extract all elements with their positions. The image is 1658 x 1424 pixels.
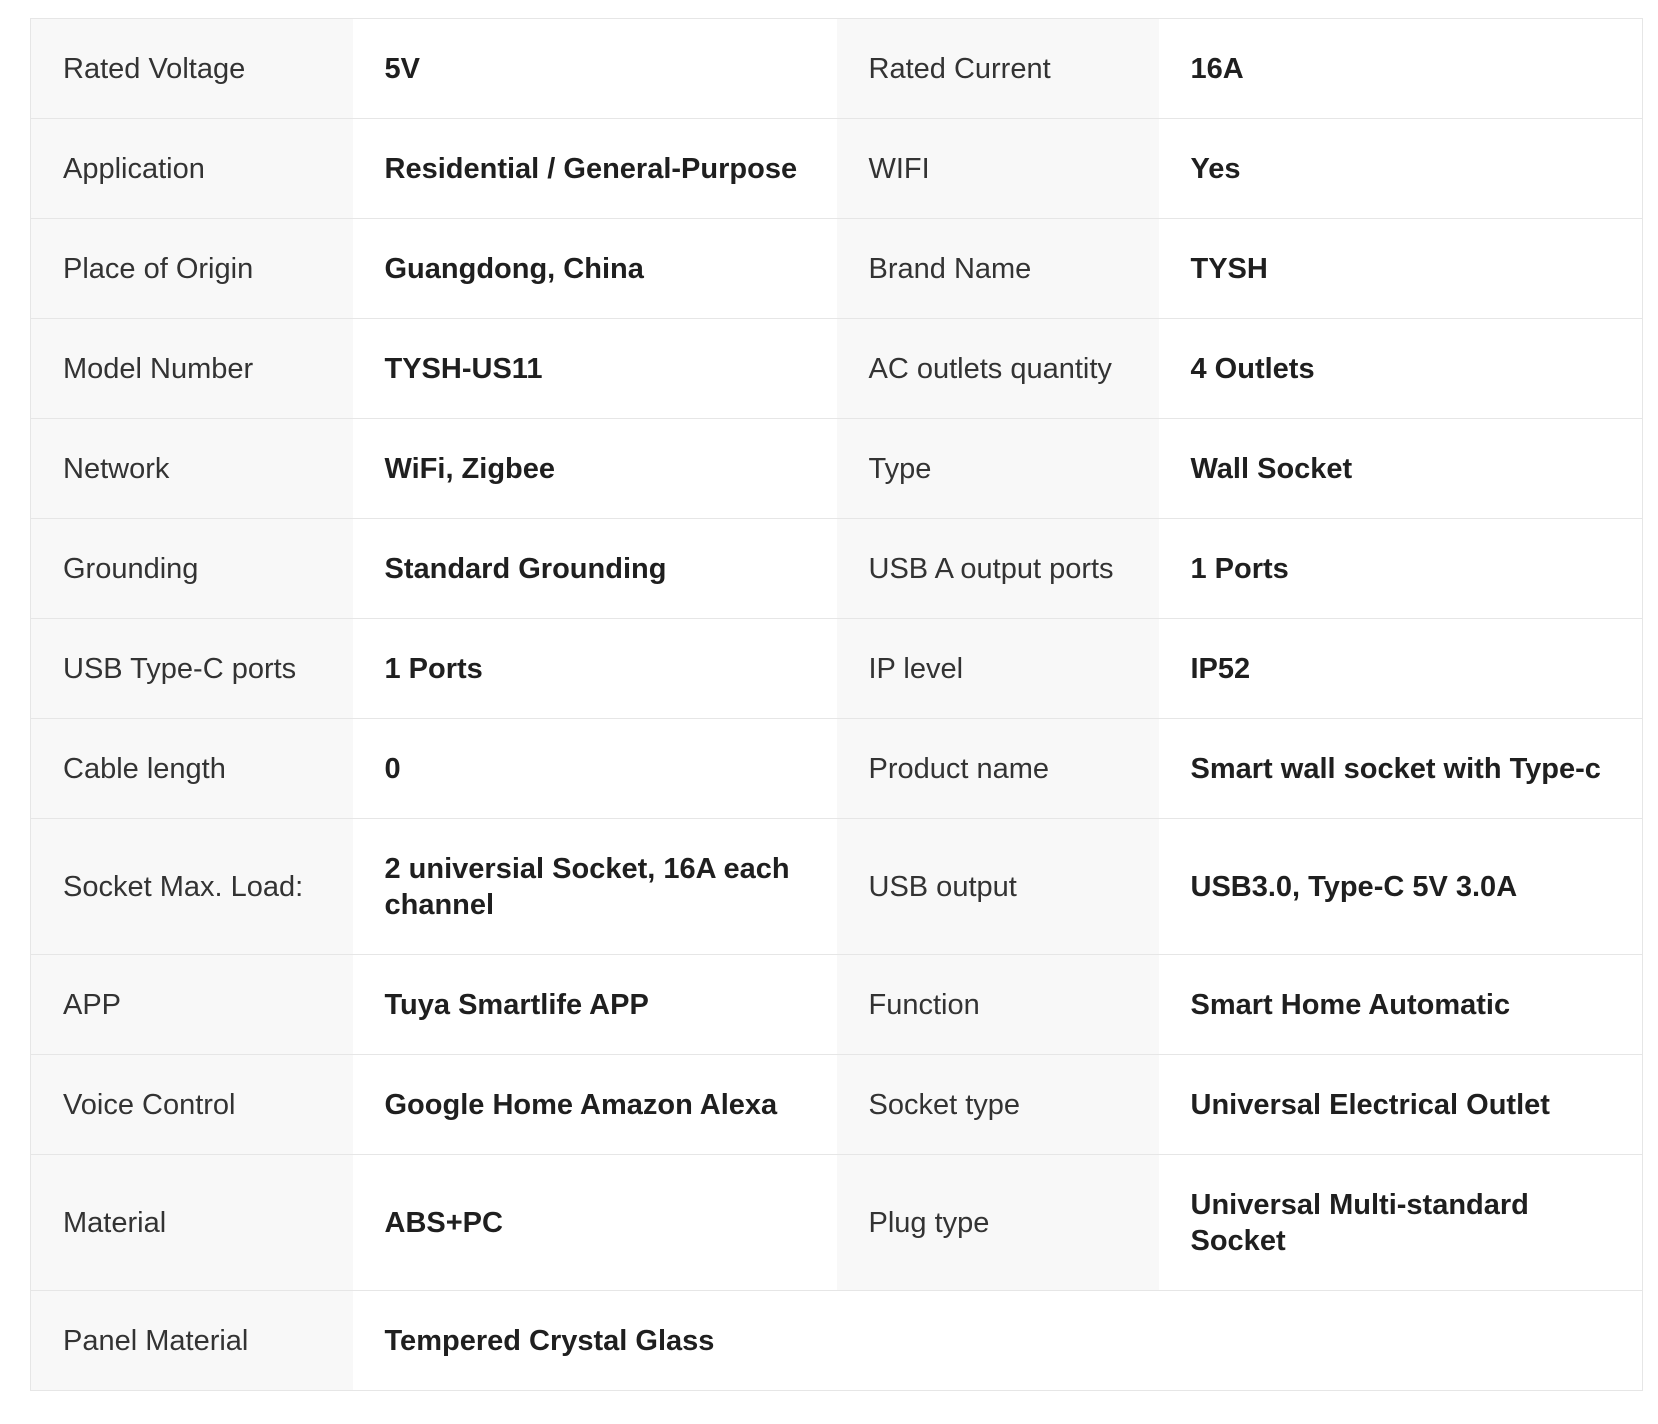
spec-label: Cable length — [31, 719, 353, 819]
table-row — [31, 955, 1643, 1055]
spec-value: TYSH — [1159, 219, 1643, 319]
spec-value: Smart Home Automatic — [1159, 955, 1643, 1055]
spec-value: 2 universial Socket, 16A each channel — [353, 819, 837, 955]
spec-value: Wall Socket — [1159, 419, 1643, 519]
spec-value: TYSH-US11 — [353, 319, 837, 419]
spec-label: Place of Origin — [31, 219, 353, 319]
spec-value: Google Home Amazon Alexa — [353, 1055, 837, 1155]
spec-value: Universal Electrical Outlet — [1159, 1055, 1643, 1155]
spec-value: USB3.0, Type-C 5V 3.0A — [1159, 819, 1643, 955]
spec-label: Material — [31, 1155, 353, 1291]
spec-value: Guangdong, China — [353, 219, 837, 319]
spec-label: Model Number — [31, 319, 353, 419]
table-row — [31, 1155, 1643, 1291]
table-row — [31, 519, 1643, 619]
spec-label: Socket type — [837, 1055, 1159, 1155]
spec-label: Application — [31, 119, 353, 219]
table-row — [31, 19, 1643, 119]
spec-label: Plug type — [837, 1155, 1159, 1291]
table-row — [31, 819, 1643, 955]
empty-cell — [837, 1291, 1643, 1391]
table-row — [31, 119, 1643, 219]
spec-label: Grounding — [31, 519, 353, 619]
spec-value: 5V — [353, 19, 837, 119]
table-row — [31, 219, 1643, 319]
spec-value: Standard Grounding — [353, 519, 837, 619]
spec-label: APP — [31, 955, 353, 1055]
spec-value: Residential / General-Purpose — [353, 119, 837, 219]
spec-label: Network — [31, 419, 353, 519]
spec-value: 1 Ports — [353, 619, 837, 719]
spec-label: USB output — [837, 819, 1159, 955]
spec-label: Rated Voltage — [31, 19, 353, 119]
table-row — [31, 1291, 1643, 1391]
spec-value: 4 Outlets — [1159, 319, 1643, 419]
spec-label: Function — [837, 955, 1159, 1055]
spec-value: IP52 — [1159, 619, 1643, 719]
table-row — [31, 419, 1643, 519]
spec-label: Rated Current — [837, 19, 1159, 119]
spec-value: Yes — [1159, 119, 1643, 219]
table-row — [31, 619, 1643, 719]
spec-value: Smart wall socket with Type-c — [1159, 719, 1643, 819]
spec-value: Tuya Smartlife APP — [353, 955, 837, 1055]
spec-value: Universal Multi-standard Socket — [1159, 1155, 1643, 1291]
spec-label: AC outlets quantity — [837, 319, 1159, 419]
spec-label: Panel Material — [31, 1291, 353, 1391]
spec-label: Brand Name — [837, 219, 1159, 319]
spec-label: Voice Control — [31, 1055, 353, 1155]
spec-value: ABS+PC — [353, 1155, 837, 1291]
spec-label: WIFI — [837, 119, 1159, 219]
table-row — [31, 719, 1643, 819]
table-row — [31, 1055, 1643, 1155]
spec-label: Socket Max. Load: — [31, 819, 353, 955]
spec-value: 0 — [353, 719, 837, 819]
specification-table — [30, 18, 1643, 1391]
spec-value: WiFi, Zigbee — [353, 419, 837, 519]
spec-value: 16A — [1159, 19, 1643, 119]
spec-label: Type — [837, 419, 1159, 519]
spec-label: Product name — [837, 719, 1159, 819]
spec-label: IP level — [837, 619, 1159, 719]
spec-label: USB Type-C ports — [31, 619, 353, 719]
table-row — [31, 319, 1643, 419]
spec-value: Tempered Crystal Glass — [353, 1291, 837, 1391]
spec-value: 1 Ports — [1159, 519, 1643, 619]
spec-label: USB A output ports — [837, 519, 1159, 619]
